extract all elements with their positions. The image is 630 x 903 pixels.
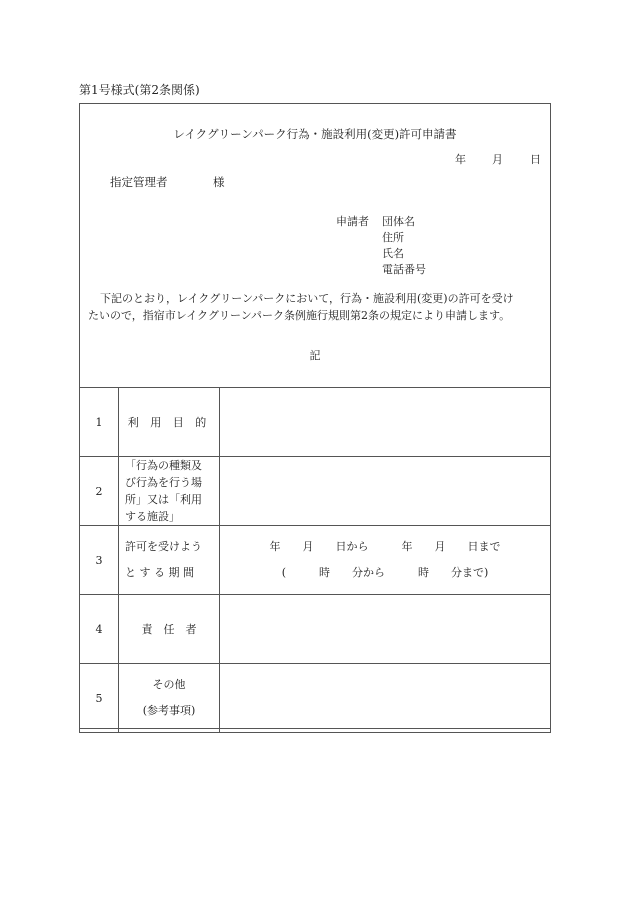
activity-type-label [119,457,220,526]
form-title: レイクグリーンパーク行為・施設利用(変更)許可申請書 [173,127,457,141]
responsible-person-label: 責 任 者 [119,595,220,664]
row-number: 3 [80,526,119,595]
table-row [80,595,551,664]
applicant-phone-label: 電話番号 [382,263,426,276]
table-row [80,388,551,457]
period-date-range: 年 月 日から 年 月 日まで [269,540,501,553]
row-number: 2 [80,457,119,526]
purpose-field[interactable] [220,388,551,457]
label-line: び行為を行う場 [125,476,202,489]
row-number: 1 [80,388,119,457]
row-number: 4 [80,595,119,664]
label-line: 「行為の種類及 [125,459,202,472]
date-day: 日 [530,153,541,166]
honorific: 様 [213,175,225,189]
other-notes-field[interactable] [220,664,551,733]
application-statement [88,290,546,324]
label-line: と す る 期 間 [125,566,194,579]
date-month: 月 [492,153,503,166]
ki-heading: 記 [309,349,321,362]
label-line: (参考事項) [142,704,196,717]
table-row [80,526,551,595]
application-form [79,103,551,729]
permit-period-field[interactable] [220,526,551,595]
other-notes-label [119,664,220,733]
applicant-organization-label: 団体名 [382,215,415,228]
statement-line: 下記のとおり，レイクグリーンパークにおいて，行為・施設利用(変更)の許可を受け [100,292,514,305]
applicant-name-label: 氏名 [382,247,404,260]
label-line: 許可を受けよう [125,540,202,553]
table-row [80,457,551,526]
addressee: 指定管理者 [110,175,168,189]
label-line: 所」又は「利用 [125,493,202,506]
date-year: 年 [455,153,466,166]
applicant-address-label: 住所 [382,231,404,244]
row-number: 5 [80,664,119,733]
form-number-label: 第1号様式(第2条関係) [79,83,200,97]
period-time-range: ( 時 分から 時 分まで) [281,566,489,579]
statement-line: たいので，指宿市レイクグリーンパーク条例施行規則第2条の規定により申請します。 [88,309,511,322]
items-table [79,387,551,733]
purpose-label: 利 用 目 的 [119,388,220,457]
activity-type-field[interactable] [220,457,551,526]
label-line: する施設」 [125,510,180,523]
table-row [80,664,551,733]
responsible-person-field[interactable] [220,595,551,664]
applicant-label: 申請者 [336,215,369,228]
label-line: その他 [152,678,186,691]
permit-period-label [119,526,220,595]
